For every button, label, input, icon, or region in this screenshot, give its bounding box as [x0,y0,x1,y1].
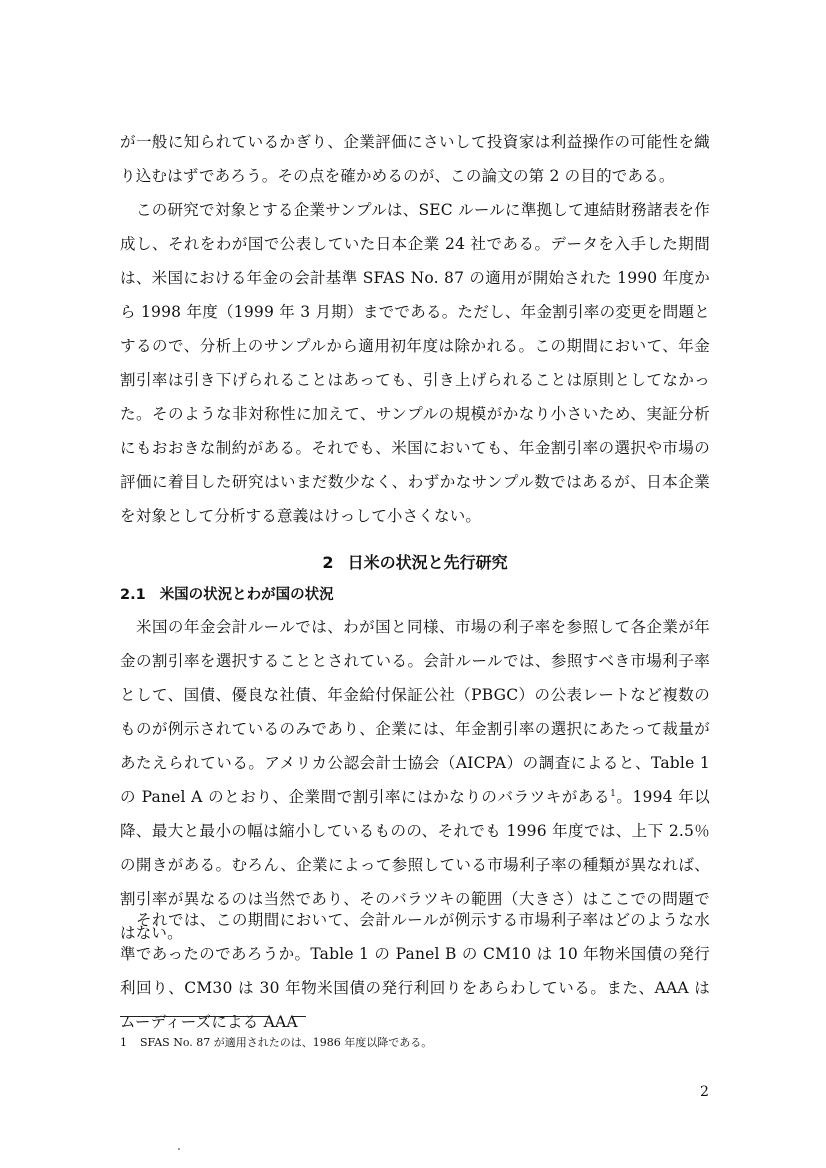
footnote-divider [120,1016,270,1017]
body-paragraph-2: この研究で対象とする企業サンプルは、SEC ルールに準拠して連結財務諸表を作成し、それをわが国で公表していた日本企業 24 社である。データを入手した期間は、米国における年金の会計基準 SFAS No. 87 の適用が開始された 1990 年度から 1998 年度（1999 年 3 月期）までである。ただし、年金割引率の変更を問題とするので、分析上のサンプルから適用初年度は除かれる。この期間において、年金割引率は引き下げられることはあっても、引き上げられることは原則としてなかった。そのような非対称性に加えて、サンプルの規模がかなり小さいため、実証分析にもおおきな制約がある。それでも、米国においても、年金割引率の選択や市場の評価に着目した研究はいまだ数少なく、わずかなサンプル数ではあるが、日本企業を対象として分析する意義はけっして小さくない。 [120,201,710,525]
subsection-heading [120,583,334,604]
body-paragraph-1: が一般に知られているかぎり、企業評価にさいして投資家は利益操作の可能性を織り込むはずであろう。その点を確かめるのが、この論文の第 2 の目的である。 [120,133,710,185]
footnote-number: 1 [120,1036,127,1049]
section-title: 日米の状況と先行研究 [347,553,508,572]
subsection-number: 2.1 [120,587,146,603]
footnote-reference: 1 [610,788,616,799]
paragraph-3-text-a: 米国の年金会計ルールでは、わが国と同様、市場の利子率を参照して各企業が年金の割引率を選択することとされている。会計ルールでは、参照すべき市場利子率として、国債、優良な社債、年金給付保証公社（PBGC）の公表レートなど複数のものが例示されているのみであり、企業には、年金割引率の選択にあたって裁量があたえられている。アメリカ公認会計士協会（AICPA）の調査によると、Table 1 の Panel A のとおり、企業間で割引率にはかなりのバラツキがある [120,618,710,806]
footnote [120,1034,710,1052]
scan-speck [178,1148,180,1150]
page-number: 2 [700,1084,709,1100]
subsection-title: 米国の状況とわが国の状況 [159,587,334,603]
body-paragraph-4: それでは、この期間において、会計ルールが例示する市場利子率はどのような水準であったのであろうか。Table 1 の Panel B の CM10 は 10 年物米国債の発行利回り、CM30 は 30 年物米国債の発行利回りをあらわしている。また、AAA はムーディーズによる AAA [120,911,710,1031]
footnote-text: SFAS No. 87 が適用されたのは、1986 年度以降である。 [140,1036,433,1049]
paragraph-3-text-b: 。1994 年以降、最大と最小の幅は縮小しているものの、それでも 1996 年度では、上下 2.5％の開きがある。むろん、企業によって参照している市場利子率の種類が異なれば、割引率が異なるのは当然であり、そのバラツキの範囲（大きさ）はここでの問題ではない。 [120,788,710,942]
footnote-divider-stub [292,1016,306,1017]
section-heading [120,550,710,573]
section-number: 2 [322,553,334,572]
body-paragraph-3 [120,610,710,950]
